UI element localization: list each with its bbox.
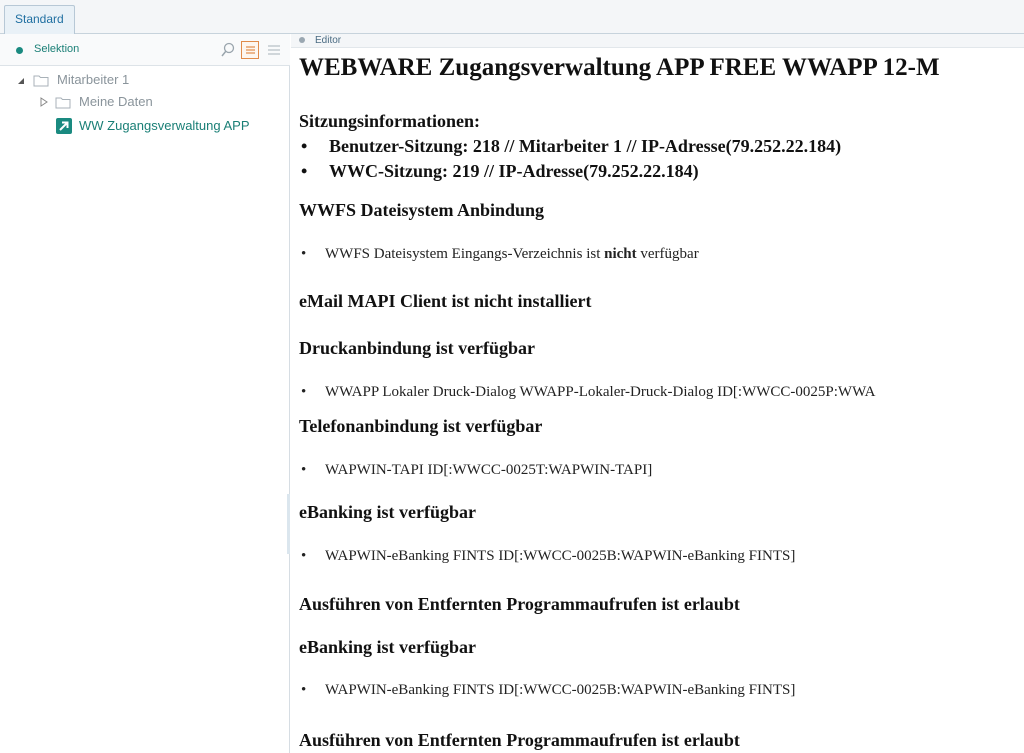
selection-panel — [0, 34, 290, 753]
bullet-icon: • — [301, 462, 307, 478]
expand-arrow-icon[interactable] — [17, 70, 27, 90]
panel-resize-handle[interactable] — [287, 494, 290, 554]
menu-icon[interactable] — [266, 42, 282, 58]
bullet-icon: • — [301, 384, 307, 400]
list-item-text-suffix: verfügbar — [636, 246, 699, 262]
selection-panel-header — [0, 34, 290, 66]
tab-standard[interactable]: Standard — [4, 5, 75, 34]
app-link-icon — [56, 118, 72, 134]
collapse-arrow-icon[interactable] — [39, 92, 49, 112]
section-title-ebanking: eBanking ist verfügbar — [299, 637, 477, 657]
tree-item-label: WW Zugangsverwaltung APP — [79, 118, 250, 133]
list-item-text: WAPWIN-eBanking FINTS ID[:WWCC-0025B:WAPWIN-eBanking FINTS] — [325, 548, 796, 564]
bullet-icon: • — [301, 161, 308, 181]
tree-item-ww-zugangsverwaltung-app[interactable] — [0, 116, 290, 136]
bullet-icon: • — [301, 682, 307, 698]
section-title-wwfs: WWFS Dateisystem Anbindung — [299, 200, 545, 220]
section-title-ebanking: eBanking ist verfügbar — [299, 502, 477, 522]
panel-status-dot — [16, 47, 23, 54]
list-item-text: WWAPP Lokaler Druck-Dialog WWAPP-Lokaler-Druck-Dialog ID[:WWCC-0025P:WWA — [325, 384, 876, 400]
bullet-icon: • — [301, 548, 307, 564]
section-title-telefon: Telefonanbindung ist verfügbar — [299, 416, 543, 436]
editor-title: Editor — [315, 35, 342, 46]
folder-icon — [55, 95, 71, 109]
folder-icon — [33, 73, 49, 87]
list-item-text: WAPWIN-TAPI ID[:WWCC-0025T:WAPWIN-TAPI] — [325, 462, 653, 478]
list-item-text-prefix: WWFS Dateisystem Eingangs-Verzeichnis ist — [325, 246, 605, 262]
section-title-email: eMail MAPI Client ist nicht installiert — [299, 291, 592, 311]
selection-panel-title: Selektion — [34, 43, 80, 55]
list-item-text — [325, 246, 699, 263]
editor-header — [291, 34, 1024, 48]
section-title-druck: Druckanbindung ist verfügbar — [299, 338, 536, 358]
tree-item-label: Meine Daten — [79, 94, 153, 109]
tree-item-meine-daten[interactable] — [0, 92, 290, 112]
editor-status-dot — [299, 37, 305, 43]
tree-item-label: Mitarbeiter 1 — [57, 72, 130, 87]
bullet-icon: • — [301, 246, 307, 262]
tab-strip — [0, 0, 1024, 34]
section-title-sitzung: Sitzungsinformationen: — [299, 111, 481, 131]
list-item-text: WAPWIN-eBanking FINTS ID[:WWCC-0025B:WAPWIN-eBanking FINTS] — [325, 682, 796, 698]
page-title: WEBWARE Zugangsverwaltung APP FREE WWAPP 12-M — [299, 54, 940, 81]
bullet-icon: • — [301, 136, 308, 156]
list-item-text-bold: nicht — [604, 246, 637, 262]
section-title-remote: Ausführen von Entfernten Programmaufrufen ist erlaubt — [299, 594, 740, 614]
list-item-text: Benutzer-Sitzung: 218 // Mitarbeiter 1 // IP-Adresse(79.252.22.184) — [329, 136, 842, 156]
tree-item-mitarbeiter[interactable] — [0, 70, 290, 90]
editor-panel — [291, 34, 1024, 753]
list-item-text: WWC-Sitzung: 219 // IP-Adresse(79.252.22.184) — [329, 161, 699, 181]
section-title-remote: Ausführen von Entfernten Programmaufrufen ist erlaubt — [299, 730, 740, 750]
search-icon[interactable] — [220, 42, 236, 58]
list-view-icon[interactable] — [241, 41, 259, 59]
